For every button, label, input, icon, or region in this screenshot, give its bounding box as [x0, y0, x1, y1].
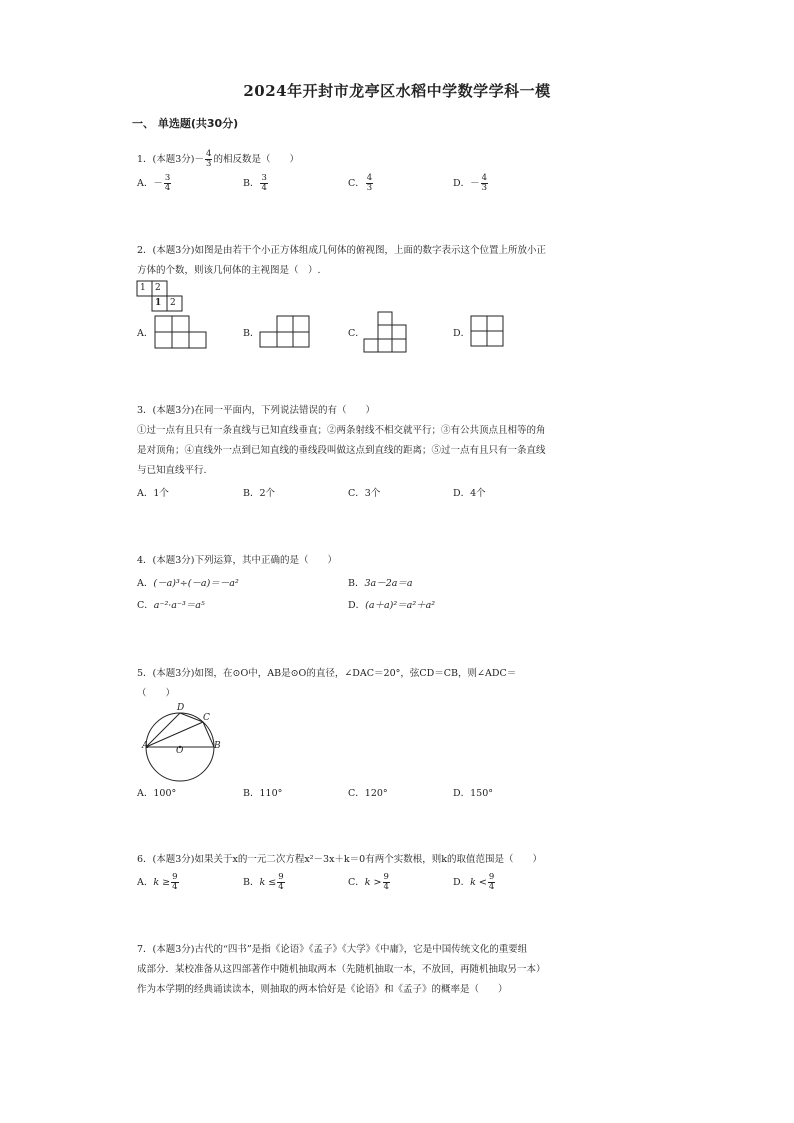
q3-line-1: 3．(本题3分)在同一平面内，下列说法错误的有（ ）	[137, 405, 376, 416]
question-6	[137, 850, 657, 870]
q2-option-b-figure	[259, 315, 313, 349]
q6-line-1: 6．(本题3分)如果关于x的一元二次方程x²－3x＋k＝0有两个实数根，则k的取值范围是（ ）	[137, 854, 542, 865]
option-label: A．	[137, 578, 154, 589]
q3-option-d[interactable]: D．4个	[453, 488, 486, 499]
frac-num: 3	[164, 173, 171, 183]
page-title: 2024年开封市龙亭区水稻中学数学学科一模	[243, 82, 551, 100]
option-label: A．	[137, 877, 154, 888]
option-label: C．	[348, 877, 365, 888]
q1-frac-num: 4	[206, 149, 212, 159]
frac-den: 4	[164, 183, 171, 193]
question-4	[137, 551, 657, 571]
q5-option-d[interactable]: D．150°	[453, 788, 493, 799]
q2-line-1: 2．(本题3分)如图是由若干个小正方体组成几何体的俯视图，上面的数字表示这个位置上所放小正	[137, 245, 547, 256]
option-fraction	[366, 174, 373, 193]
option-fraction	[488, 873, 495, 892]
q3-line-3: 是对顶角；④直线外一点到已知直线的垂线段叫做这点到直线的距离；⑤过一点有且只有一条直线	[137, 445, 546, 456]
q2-option-d[interactable]	[453, 325, 470, 339]
q2-option-a[interactable]	[137, 325, 153, 339]
q2-grid-num: 1	[155, 298, 162, 308]
question-7	[137, 940, 657, 1000]
q5-option-a[interactable]: A．100°	[137, 788, 177, 799]
q4-option-a[interactable]	[137, 575, 239, 589]
option-fraction	[260, 174, 267, 193]
frac-num: 9	[172, 872, 178, 882]
question-1	[137, 150, 299, 169]
option-sign: －	[153, 178, 163, 189]
q3-option-c[interactable]: C．3个	[348, 488, 381, 499]
option-fraction	[277, 873, 284, 892]
frac-num: 9	[278, 872, 284, 882]
q1-prefix: 1．(本题3分)	[137, 154, 195, 165]
question-2	[137, 241, 657, 281]
frac-den: 4	[488, 882, 495, 892]
option-label: A．	[137, 328, 154, 339]
frac-den: 4	[261, 183, 267, 193]
q2-option-b[interactable]	[243, 325, 259, 339]
option-label: C．	[348, 328, 365, 339]
option-label: B．	[243, 178, 260, 189]
frac-num: 9	[383, 872, 389, 882]
q3-line-4: 与已知直线平行.	[137, 465, 207, 476]
q4-option-b[interactable]	[348, 575, 413, 589]
option-fraction	[383, 873, 390, 892]
q2-option-d-figure	[470, 315, 506, 349]
q6-option-c[interactable]	[348, 873, 391, 892]
q1-option-a[interactable]	[137, 174, 172, 193]
frac-num: 4	[366, 173, 373, 183]
question-3	[137, 401, 657, 481]
option-label: D．	[348, 600, 366, 611]
q5-label-b: B	[214, 741, 221, 751]
frac-num: 9	[488, 872, 495, 882]
q5-label-d: D	[177, 703, 185, 713]
option-relation: k >	[364, 877, 382, 888]
option-label: D．	[453, 328, 471, 339]
q6-option-b[interactable]	[243, 873, 286, 892]
option-label: D．	[453, 877, 471, 888]
q5-label-a: A	[142, 741, 149, 751]
q4-line-1: 4．(本题3分)下列运算，其中正确的是（ ）	[137, 555, 338, 566]
frac-den: 4	[172, 882, 178, 892]
frac-den: 4	[278, 882, 284, 892]
q4-option-c[interactable]	[137, 597, 205, 611]
option-fraction	[164, 174, 171, 193]
q1-option-b[interactable]	[243, 174, 269, 193]
q2-option-a-figure	[154, 315, 208, 349]
q1-frac-den: 3	[206, 159, 212, 169]
option-fraction	[481, 174, 488, 193]
q5-line-1: 5．(本题3分)如图，在⊙O中，AB是⊙O的直径，∠DAC＝20°，弦CD＝CB，则∠ADC＝	[137, 668, 517, 679]
q2-grid-num: 2	[170, 298, 176, 308]
option-expression: (－a)³÷(－a)＝－a²	[153, 578, 239, 589]
q5-label-c: C	[203, 713, 210, 723]
q3-option-a[interactable]: A．1个	[137, 488, 169, 499]
q5-line-2: （ ）	[137, 688, 176, 699]
q6-option-a[interactable]	[137, 873, 180, 892]
option-relation: k ≥	[153, 877, 171, 888]
frac-den: 4	[383, 882, 389, 892]
frac-num: 4	[481, 173, 488, 183]
option-expression: a⁻²·a⁻³＝a⁵	[153, 600, 205, 611]
q2-grid-num: 1	[140, 283, 146, 293]
q3-line-2: ①过一点有且只有一条直线与已知直线垂直；②两条射线不相交就平行；③有公共顶点且相等的角	[137, 425, 546, 436]
q2-line-2: 方体的个数，则该几何体的主视图是（ ）.	[137, 265, 321, 276]
option-label: D．	[453, 178, 471, 189]
option-relation: k ≤	[259, 877, 277, 888]
q7-line-2: 成部分．某校准备从这四部著作中随机抽取两本（先随机抽取一本，不放回，再随机抽取另一本）	[137, 964, 546, 975]
q5-option-c[interactable]: C．120°	[348, 788, 388, 799]
q1-option-c[interactable]	[348, 174, 374, 193]
q4-option-d[interactable]	[348, 597, 435, 611]
q5-label-o: O	[176, 746, 184, 756]
question-5	[137, 664, 657, 704]
option-label: B．	[348, 578, 365, 589]
q2-grid-num: 2	[155, 283, 161, 293]
section-heading: 一、 单选题(共30分)	[132, 117, 239, 130]
q1-fraction	[205, 150, 212, 169]
option-sign: －	[470, 178, 480, 189]
q1-option-d[interactable]	[453, 174, 489, 193]
option-label: B．	[243, 877, 260, 888]
option-relation: k <	[470, 877, 487, 888]
q2-option-c-figure	[363, 311, 409, 353]
option-label: A．	[137, 178, 154, 189]
option-label: B．	[243, 328, 260, 339]
q3-option-b[interactable]: B．2个	[243, 488, 276, 499]
q5-option-b[interactable]: B．110°	[243, 788, 283, 799]
q1-tail: 的相反数是（ ）	[213, 154, 299, 165]
frac-num: 3	[261, 173, 267, 183]
option-expression: 3a－2a＝a	[364, 578, 413, 589]
frac-den: 3	[481, 183, 488, 193]
option-label: C．	[348, 178, 365, 189]
option-label: C．	[137, 600, 154, 611]
frac-den: 3	[366, 183, 373, 193]
q7-line-1: 7．(本题3分)古代的“四书”是指《论语》《孟子》《大学》《中庸》，它是中国传统文化的重要组	[137, 944, 528, 955]
q7-line-3: 作为本学期的经典诵读读本，则抽取的两本恰好是《论语》和《孟子》的概率是（ ）	[137, 984, 508, 995]
q6-option-d[interactable]	[453, 873, 496, 892]
q1-minus: －	[194, 154, 205, 165]
option-expression: (a＋a)²＝a²＋a²	[365, 600, 436, 611]
option-fraction	[171, 873, 178, 892]
